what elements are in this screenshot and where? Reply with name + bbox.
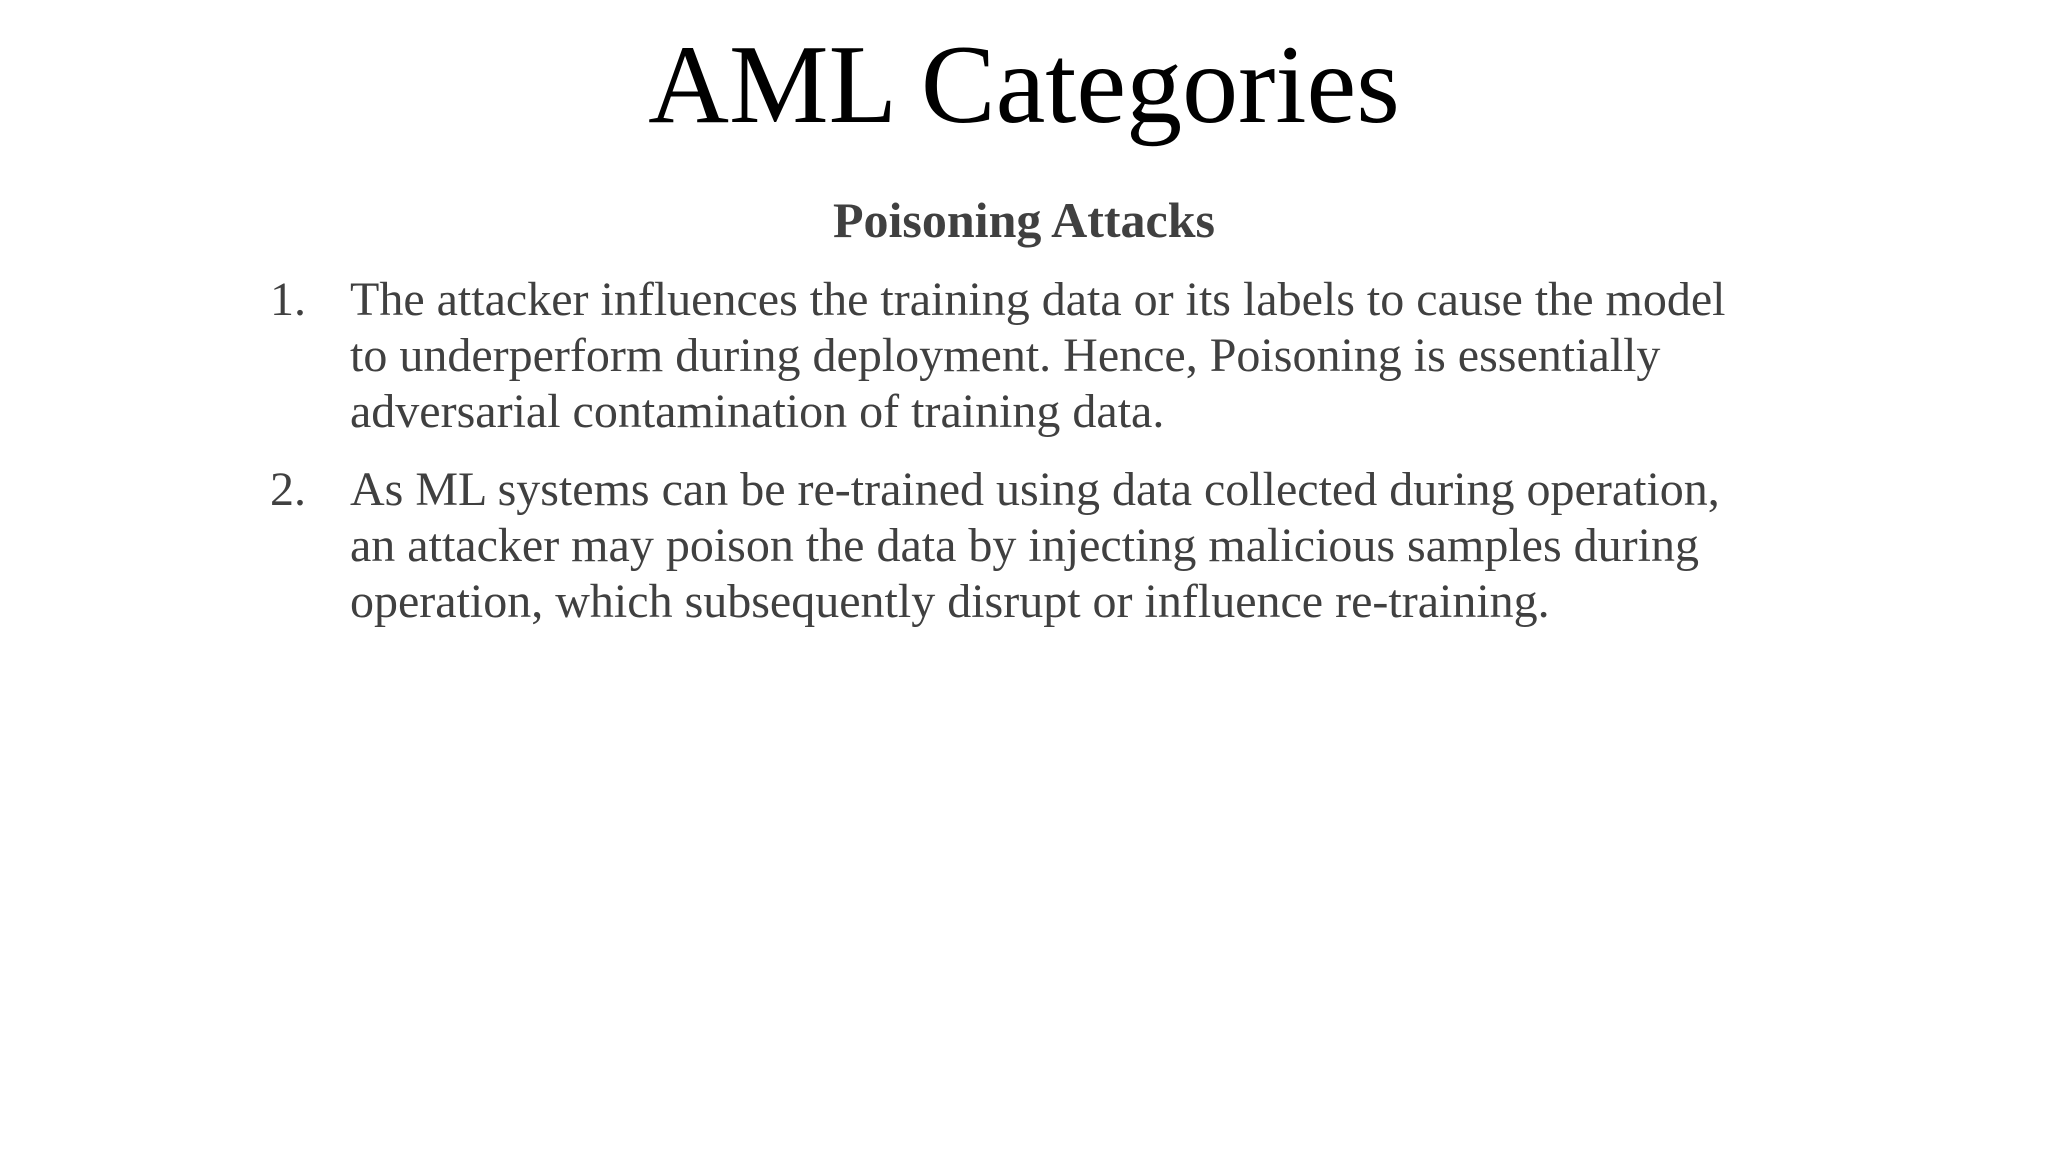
slide-subtitle: Poisoning Attacks [832,192,1215,248]
list-item-text: The attacker influences the training data or its labels to cause the model to underperform during deployment. Hence, Poisoning is essentially adversarial contamination of training data. [350,273,1726,438]
list-item [270,462,1750,630]
numbered-list [270,272,1750,652]
list-item-number: 1. [270,273,306,326]
list-item-text: As ML systems can be re-trained using data collected during operation, an attacker may poison the data by injecting malicious samples during operation, which subsequently disrupt or influence re-training. [350,463,1720,628]
list-item-number: 2. [270,463,306,516]
slide-title: AML Categories [648,23,1400,147]
list-item [270,272,1750,440]
